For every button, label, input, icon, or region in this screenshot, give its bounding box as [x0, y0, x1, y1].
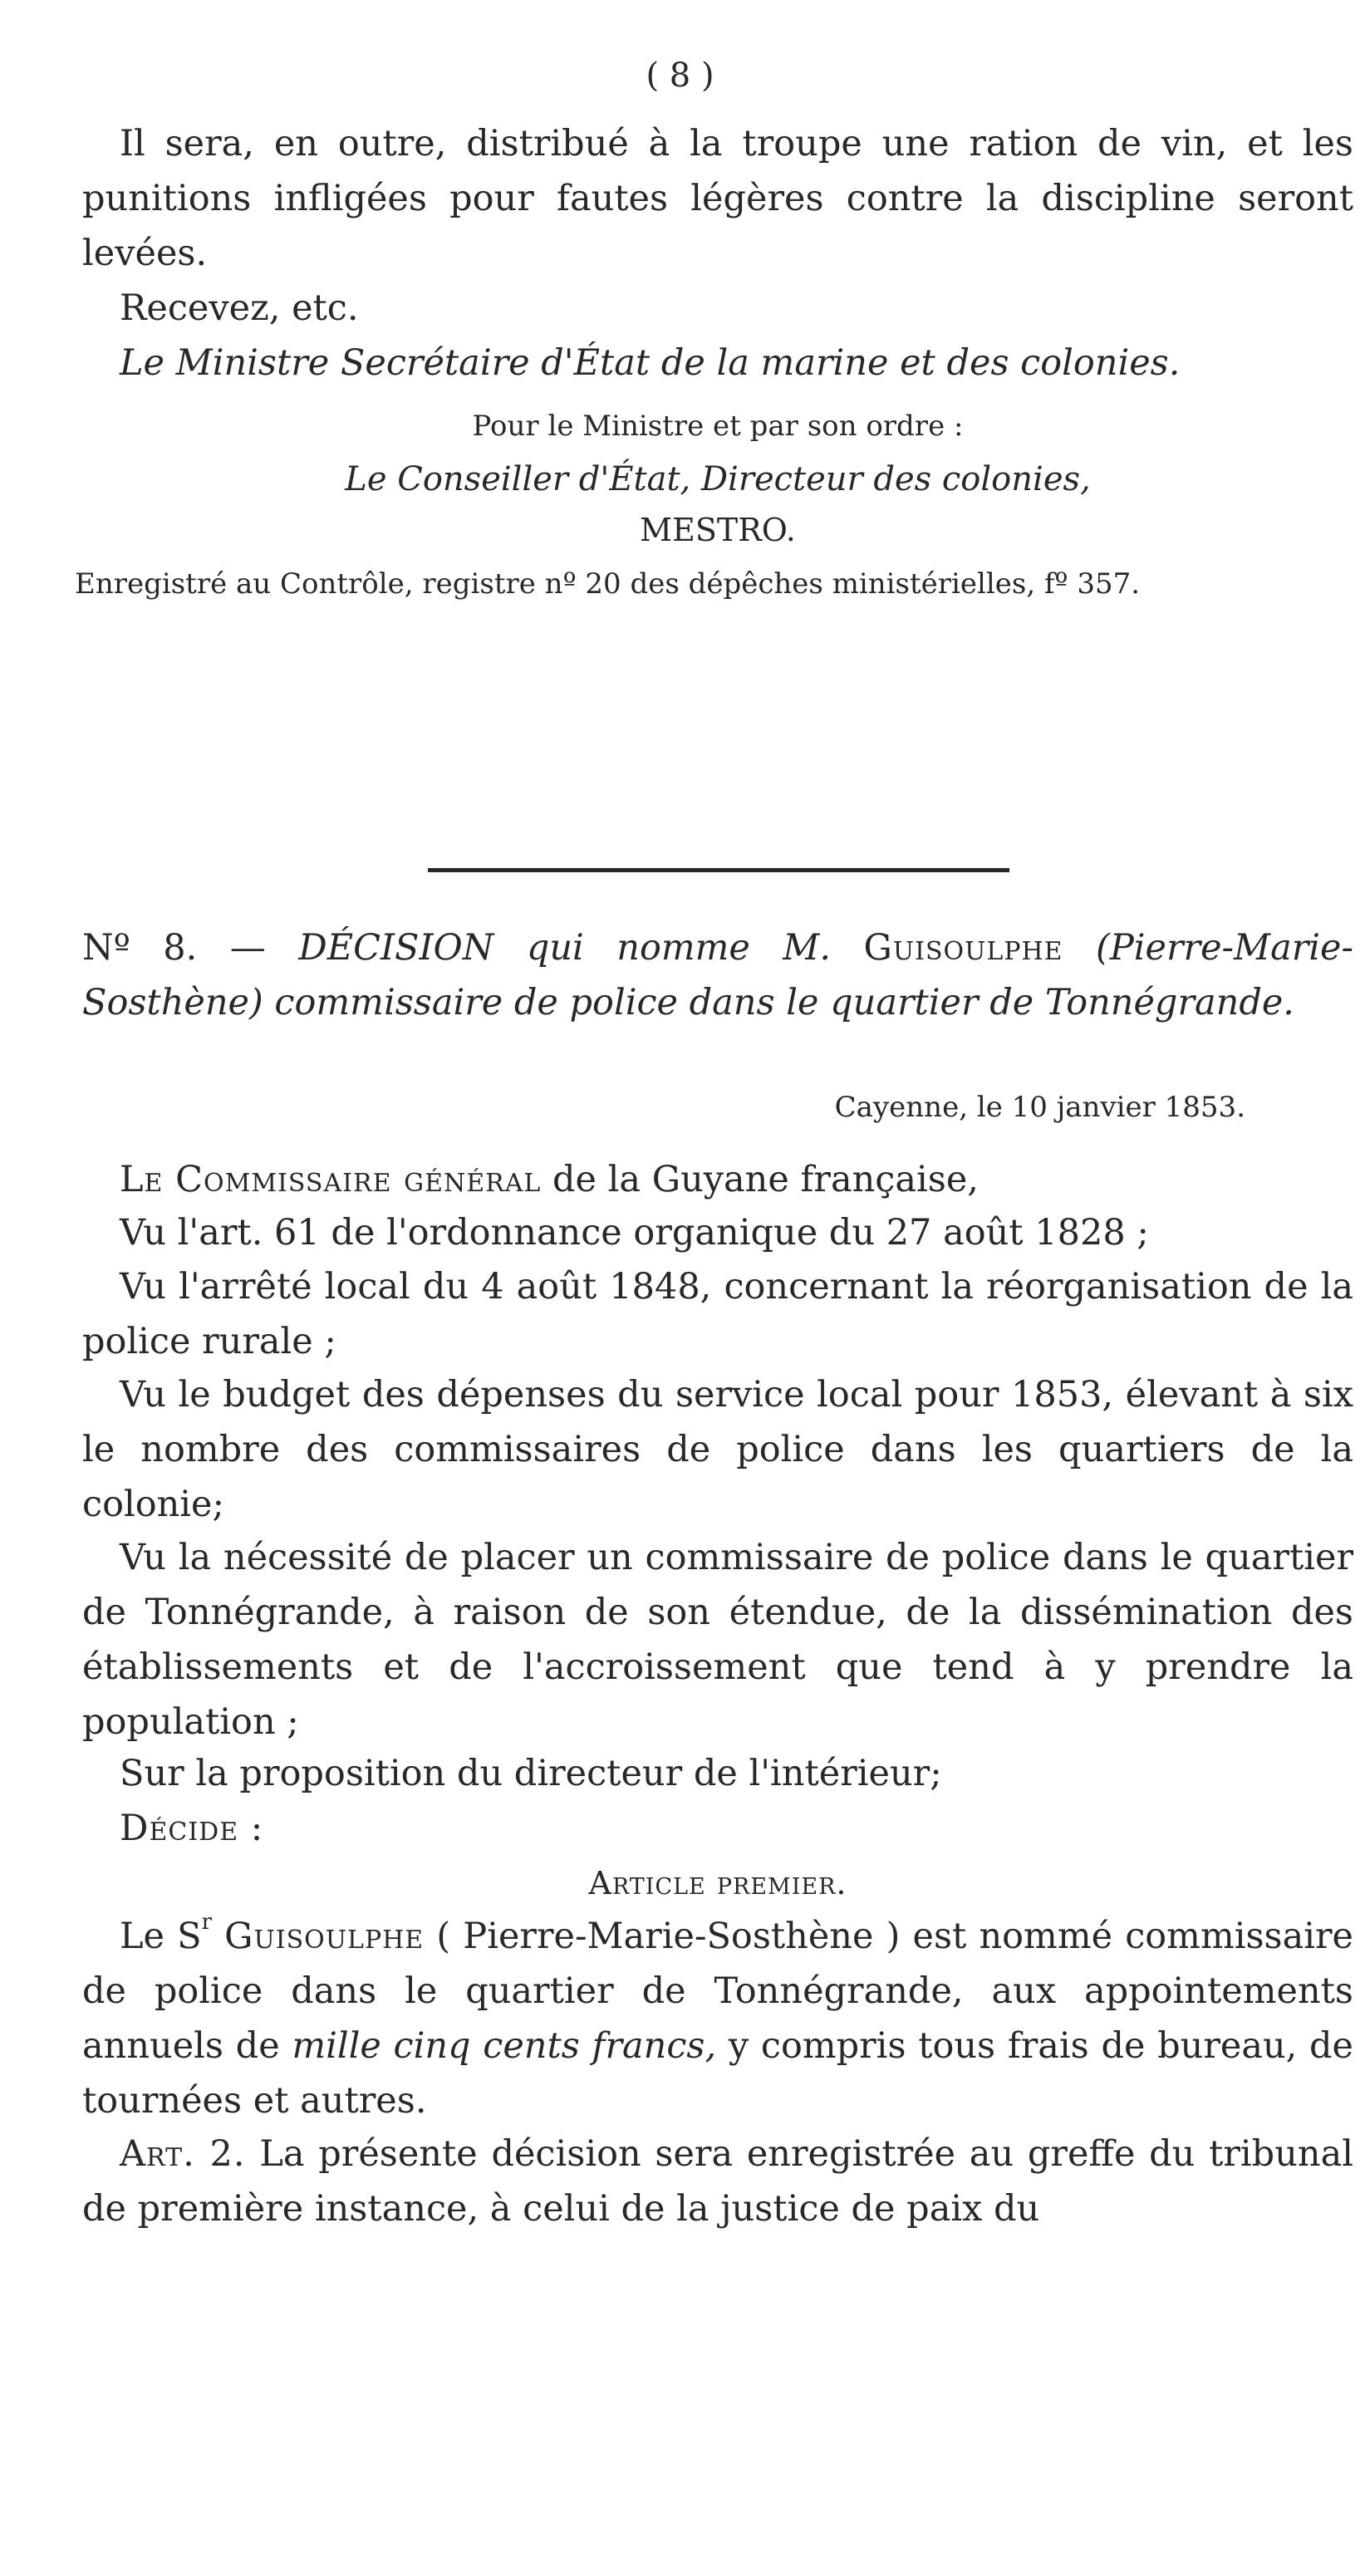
art1-salary: mille cinq cents francs,	[292, 2025, 717, 2067]
authority-rest: de la Guyane française,	[552, 1159, 979, 1200]
vu-arrete: Vu l'arrêté local du 4 août 1848, concernant la réorganisation de la police rurale ;	[82, 1266, 1353, 1362]
closing-formula: Recevez, etc.	[120, 287, 359, 329]
counselor-line: Le Conseiller d'État, Directeur des colonies,	[345, 460, 1091, 498]
art1-rest: y compris tous frais de bureau, de tournées et autres.	[82, 2025, 1353, 2122]
vu-budget: Vu le budget des dépenses du service local pour 1853, élevant à six le nombre des commissaires de police dans les quartiers de la colonie;	[82, 1374, 1353, 1525]
art1-person: Guisoulphe	[224, 1916, 425, 1957]
art1-prefix: Le S	[120, 1916, 202, 1957]
paragraph-ration: Il sera, en outre, distribué à la troupe une ration de vin, et les punitions infligées pour fautes légères contre la discipline seront levées.	[82, 123, 1353, 274]
decision-title-b: (Pierre-Marie-Sosthène) commissaire de police dans le quartier de Tonnégrande.	[82, 927, 1353, 1023]
decision-word: DÉCISION	[298, 927, 494, 969]
vu-necessite: Vu la nécessité de placer un commissaire de police dans le quartier de Tonnégrande, à raison de son étendue, de la dissémination des établissements et de l'accroissement que tend à y prendre la population ;	[82, 1537, 1353, 1743]
art2-label: Art. 2.	[120, 2133, 246, 2175]
decision-title-a: qui nomme M.	[526, 927, 832, 969]
vu-ordonnance: Vu l'art. 61 de l'ordonnance organique du 27 août 1828 ;	[120, 1212, 1149, 1254]
place-date: Cayenne, le 10 janvier 1853.	[834, 1091, 1245, 1124]
registration-note: Enregistré au Contrôle, registre nº 20 des dépêches ministérielles, fº 357.	[75, 567, 1141, 601]
page-number: ( 8 )	[646, 56, 714, 95]
authority-line	[82, 1152, 1353, 1207]
decision-person: Guisoulphe	[863, 927, 1063, 969]
section-divider	[428, 868, 1009, 872]
decide-line: Décide :	[120, 1808, 264, 1849]
signatory-name: MESTRO.	[640, 512, 796, 548]
art1-body: ( Pierre-Marie-Sosthène ) est nommé commissaire de police dans le quartier de Tonnégrande, aux appointements annuels de	[82, 1916, 1353, 2067]
proposal-line: Sur la proposition du directeur de l'intérieur;	[120, 1753, 942, 1794]
article-heading: Article premier.	[588, 1865, 847, 1901]
article-1	[82, 1909, 1353, 2128]
article-2	[82, 2127, 1353, 2236]
authority-title: Le Commissaire général	[120, 1159, 542, 1200]
decision-title	[82, 920, 1353, 1030]
art2-text: La présente décision sera enregistrée au greffe du tribunal de première instance, à celui de la justice de paix du	[82, 2133, 1353, 2230]
art1-sup: r	[201, 1910, 212, 1935]
minister-signature-line: Le Ministre Secrétaire d'État de la marine et des colonies.	[120, 342, 1181, 384]
decision-number: Nº 8. —	[82, 927, 266, 969]
order-line: Pour le Ministre et par son ordre :	[472, 410, 964, 443]
